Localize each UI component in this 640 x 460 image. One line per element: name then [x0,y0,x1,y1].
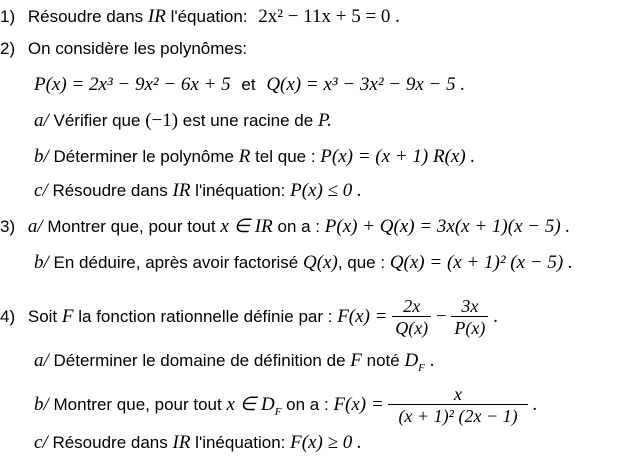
exercise-number: 3) [0,217,16,236]
instruction-text: Montrer que, pour tout [53,394,222,414]
instruction-text: on a : [277,217,321,236]
fraction-3 [388,384,527,427]
instruction-text: On considère les polynômes: [27,39,248,58]
domain-subscript: F [418,361,425,374]
instruction-text: En déduire, après avoir factorisé [53,253,299,272]
instruction-text: l'équation: [165,7,248,26]
set-symbol: IR [172,180,191,201]
part-label: b/ [34,393,49,415]
exercise-3a [0,216,570,238]
exercise-number: 1) [0,7,16,26]
part-label: a/ [27,216,43,237]
inequation: P(x) ≤ 0 . [290,180,362,201]
part-label: c/ [34,180,48,201]
instruction-text: Soit [27,306,58,326]
exercise-2c [34,180,362,202]
domain-symbol [404,350,425,374]
domain-subscript: F [274,405,282,418]
minus-sign: − [435,305,447,327]
set-symbol: IR [147,6,166,27]
part-label: c/ [34,432,48,453]
instruction-text: l'inéquation: [195,433,286,452]
exercise-4-intro [0,296,498,339]
part-label: a/ [34,350,49,371]
period: . [429,350,435,371]
variable-f: F [350,350,362,371]
condition: x ∈ IR [220,216,273,237]
fraction-2-denominator: P(x) [451,316,488,339]
factorization: P(x) = (x + 1) R(x) . [320,146,476,167]
polynomial-p: P(x) = 2x³ − 9x² − 6x + 5 [34,74,231,95]
polynomial-q: Q(x) = x³ − 3x² − 9x − 5 . [266,74,466,95]
instruction-text: on a : [286,394,329,414]
instruction-text: est une racine de [182,111,314,130]
instruction-text: l'inéquation: [195,181,286,200]
identity: P(x) + Q(x) = 3x(x + 1)(x − 5) . [324,216,571,237]
instruction-text: la fonction rationnelle définie par : [78,306,333,326]
variable-r: R [238,146,251,167]
condition-text: x ∈ D [226,393,275,415]
root-value: (−1) [145,110,179,131]
polynomial-definitions [34,74,465,96]
exercise-number: 2) [0,39,16,58]
instruction-text: , que : [337,253,386,272]
instruction-text: tel que : [255,147,316,166]
polynomial-q: Q(x) [303,252,338,273]
factorization: Q(x) = (x + 1)² (x − 5) . [389,252,573,273]
variable-f: F [61,305,74,327]
equation: 2x² − 11x + 5 = 0 . [258,6,400,27]
fraction-3-denominator: (x + 1)² (2x − 1) [388,404,527,427]
instruction-text: Vérifier que [53,111,141,130]
condition [226,393,282,418]
period: . [532,393,538,415]
exercise-4c [34,432,362,454]
part-label: b/ [34,252,49,273]
function-lhs: F(x) = [337,305,388,327]
exercise-2b [34,146,475,168]
instruction-text: Résoudre dans [52,181,168,200]
instruction-text: Déterminer le polynôme [53,147,234,166]
domain-letter: D [404,350,419,371]
period: . [493,305,498,327]
exercise-1-line [0,6,400,28]
fraction-3-numerator: x [454,384,463,404]
exercise-2a [34,110,332,132]
fraction-1 [392,296,431,339]
function-lhs: F(x) = [333,393,384,415]
exercise-4b [34,384,537,427]
instruction-text: Résoudre dans [27,7,144,26]
part-label: b/ [34,146,49,167]
exercise-number: 4) [0,306,16,326]
instruction-text: noté [366,351,400,370]
exercise-3b [34,252,573,274]
variable-p: P. [317,110,332,131]
set-symbol: IR [172,432,191,453]
fraction-2-numerator: 3x [461,296,479,316]
fraction-1-numerator: 2x [403,296,421,316]
instruction-text: Déterminer le domaine de définition de [53,351,346,370]
fraction-1-denominator: Q(x) [392,316,431,339]
exercise-4a [34,350,434,379]
inequation: F(x) ≥ 0 . [290,432,362,453]
part-label: a/ [34,110,49,131]
instruction-text: Montrer que, pour tout [47,217,216,236]
conjunction: et [241,75,256,94]
exercise-2-intro [0,38,247,60]
instruction-text: Résoudre dans [52,433,168,452]
fraction-2 [451,296,488,339]
